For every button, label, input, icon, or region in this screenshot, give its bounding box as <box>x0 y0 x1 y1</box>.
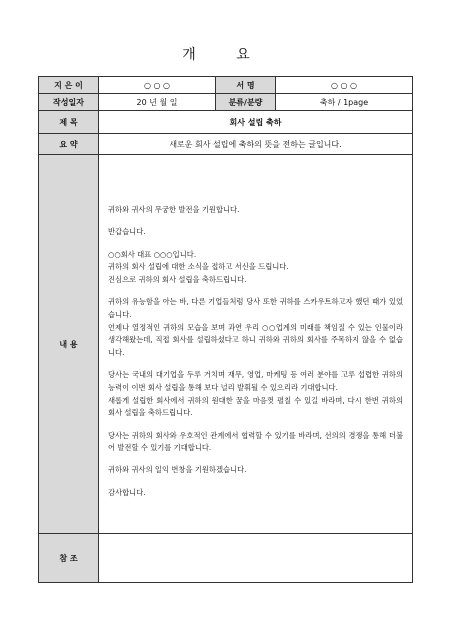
category-value[interactable]: 축하 / 1page <box>276 94 413 111</box>
date-label: 작성일자 <box>39 94 99 111</box>
subject-value[interactable]: 회사 설립 축하 <box>99 111 413 134</box>
content-paragraph <box>108 249 403 287</box>
content-line: 진심으로 귀하의 회사 설립을 축하드립니다. <box>108 274 247 284</box>
note-value[interactable] <box>99 534 413 583</box>
author-row <box>39 77 413 94</box>
date-value[interactable]: 20 년 월 일 <box>99 94 216 111</box>
content-line: ○○회사 대표 ○○○입니다. <box>108 249 197 259</box>
signature-label: 서 명 <box>216 77 276 94</box>
content-row <box>39 155 413 534</box>
summary-row <box>39 134 413 155</box>
content-paragraph <box>108 464 403 477</box>
content-line: 귀하의 유능함을 아는 바, 다른 기업들처럼 당사 또한 귀하를 스카우트하고자 했던 때가 있었습니다. <box>108 297 403 319</box>
content-paragraph <box>108 204 403 217</box>
content-line: 언제나 열정적인 귀하의 모습을 보며 과연 우리 ○○업계의 미래를 책임질 수 있는 인물이라 생각해왔는데, 직접 회사를 설립하셨다고 하니 귀하와 귀하의 회사를 주목하지 않을 수 없습니다. <box>108 322 403 357</box>
content-line: 귀하와 귀사의 일익 번창을 기원하겠습니다. <box>108 465 247 475</box>
note-row <box>39 534 413 583</box>
content-paragraph <box>108 369 403 420</box>
summary-label: 요 약 <box>39 134 99 155</box>
content-line: 반갑습니다. <box>108 227 146 237</box>
date-row <box>39 94 413 111</box>
subject-label: 제 목 <box>39 111 99 134</box>
content-line: 당사는 국내의 대기업을 두루 거치며 재무, 영업, 마케팅 등 여러 분야를 고루 섭렵한 귀하의 능력이 이번 회사 설립을 통해 보다 널리 발휘될 수 있으리라 기대합니다. <box>108 370 403 392</box>
content-text <box>99 179 412 499</box>
content-body[interactable] <box>99 155 413 534</box>
author-label: 지 은 이 <box>39 77 99 94</box>
subject-row <box>39 111 413 134</box>
content-line: 당사는 귀하의 회사와 우호적인 관계에서 협력할 수 있기를 바라며, 선의의 경쟁을 통해 더불어 발전할 수 있기를 기대합니다. <box>108 430 403 453</box>
content-paragraph <box>108 487 403 500</box>
content-line: 새롭게 설립한 회사에서 귀하의 원대한 꿈을 마음껏 펼칠 수 있길 바라며, 다시 한번 귀하의 회사 설립을 축하드립니다. <box>108 395 403 418</box>
content-paragraph <box>108 430 403 455</box>
category-label: 분류/분량 <box>216 94 276 111</box>
note-label: 참 조 <box>39 534 99 583</box>
summary-form-table <box>38 76 413 583</box>
author-value[interactable]: ○ ○ ○ <box>99 77 216 94</box>
content-line: 감사합니다. <box>108 487 146 497</box>
content-paragraph <box>108 226 403 239</box>
summary-value[interactable]: 새로운 회사 설립에 축하의 뜻을 전하는 글입니다. <box>99 134 413 155</box>
content-line: 귀하의 회사 설립에 대한 소식을 접하고 서신을 드립니다. <box>108 262 289 272</box>
content-line: 귀하와 귀사의 무궁한 발전을 기원합니다. <box>108 205 240 215</box>
document-title: 개 요 <box>182 47 268 63</box>
content-paragraph <box>108 296 403 360</box>
signature-value[interactable]: ○ ○ ○ <box>276 77 413 94</box>
content-label: 내 용 <box>39 155 99 534</box>
